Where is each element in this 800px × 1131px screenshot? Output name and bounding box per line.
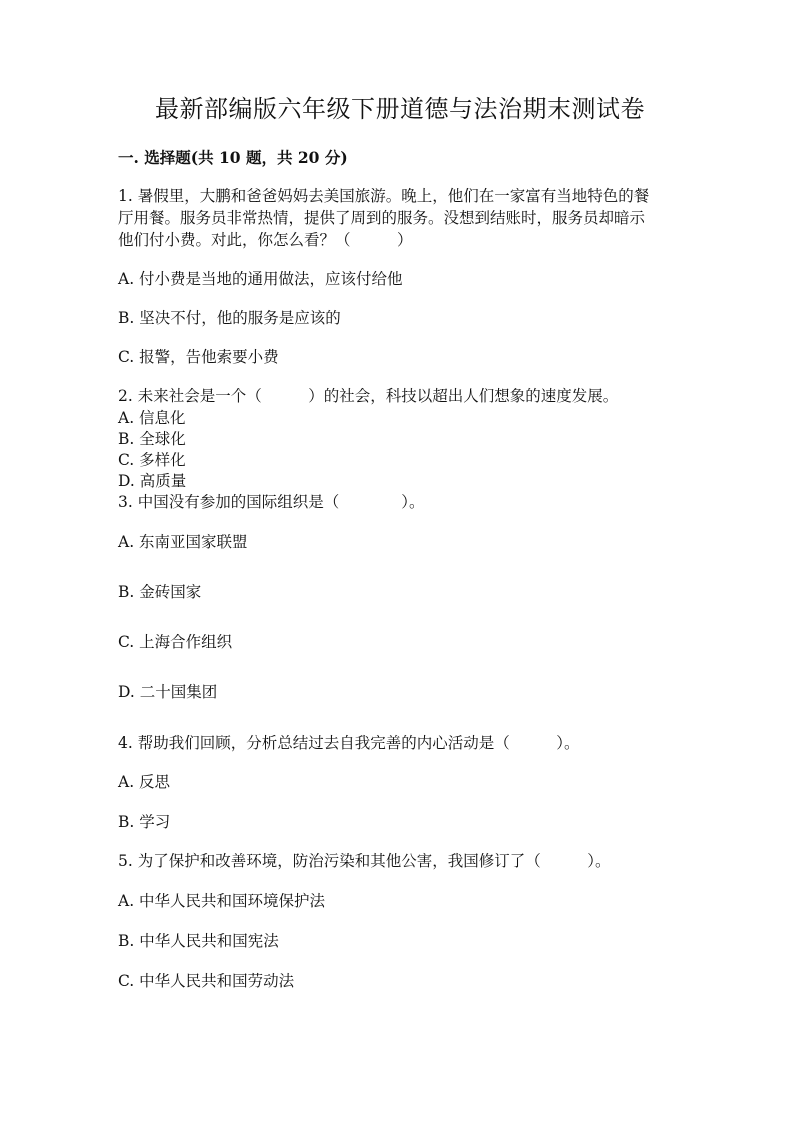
question-1-stem-line-1: 1. 暑假里，大鹏和爸爸妈妈去美国旅游。晚上，他们在一家富有当地特色的餐 <box>118 187 650 205</box>
question-4-option-a: A. 反思 <box>118 773 171 791</box>
question-3-option-c: C. 上海合作组织 <box>118 633 233 651</box>
question-3-option-d: D. 二十国集团 <box>118 683 218 701</box>
page-title: 最新部编版六年级下册道德与法治期末测试卷 <box>155 95 645 123</box>
question-1-option-b: B. 坚决不付，他的服务是应该的 <box>118 309 341 327</box>
question-5-option-b: B. 中华人民共和国宪法 <box>118 932 279 950</box>
section-heading: 一. 选择题(共 10 题，共 20 分) <box>118 148 348 167</box>
question-1-stem-line-3: 他们付小费。对此，你怎么看？（ ） <box>118 231 413 249</box>
question-1-stem-line-2: 厅用餐。服务员非常热情，提供了周到的服务。没想到结账时，服务员却暗示 <box>118 209 646 227</box>
question-2-option-c: C. 多样化 <box>118 451 186 469</box>
question-3-option-b: B. 金砖国家 <box>118 583 202 601</box>
question-4-stem: 4. 帮助我们回顾，分析总结过去自我完善的内心活动是（ ）。 <box>118 734 580 752</box>
question-2-option-d: D. 高质量 <box>118 472 187 490</box>
question-5-option-c: C. 中华人民共和国劳动法 <box>118 972 295 990</box>
question-5-stem: 5. 为了保护和改善环境，防治污染和其他公害，我国修订了（ ）。 <box>118 852 611 870</box>
question-2-stem: 2. 未来社会是一个（ ）的社会，科技以超出人们想象的速度发展。 <box>118 387 619 405</box>
question-3-option-a: A. 东南亚国家联盟 <box>118 533 248 551</box>
question-2-option-a: A. 信息化 <box>118 409 186 427</box>
question-1-option-a: A. 付小费是当地的通用做法，应该付给他 <box>118 270 403 288</box>
question-3-stem: 3. 中国没有参加的国际组织是（ ）。 <box>118 493 425 511</box>
question-5-option-a: A. 中华人民共和国环境保护法 <box>118 892 326 910</box>
question-1-option-c: C. 报警，告他索要小费 <box>118 348 279 366</box>
question-2-option-b: B. 全球化 <box>118 430 186 448</box>
question-4-option-b: B. 学习 <box>118 813 171 831</box>
